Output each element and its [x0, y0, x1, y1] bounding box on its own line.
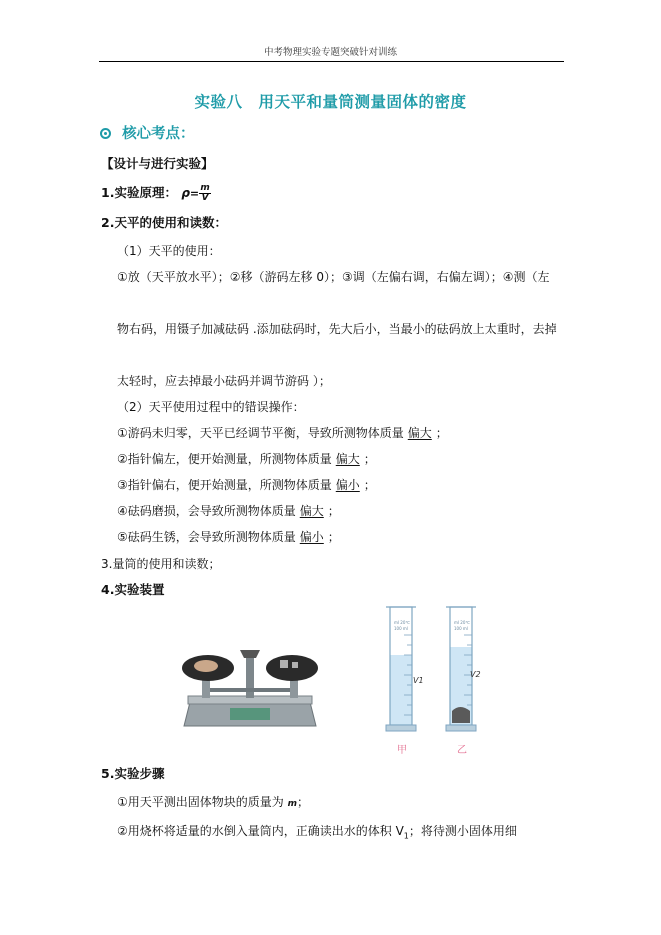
page-header: 中考物理实验专题突破针对训练 — [263, 47, 397, 58]
core-points-label: 核心考点： — [122, 126, 195, 142]
step-2 — [117, 822, 517, 840]
step-2-subscript: 1 — [403, 831, 409, 841]
cylinder-label-yi: 乙 — [457, 745, 467, 756]
principle-line — [101, 183, 211, 203]
cylinder-scale-text: ml 20℃ — [394, 620, 410, 625]
apparatus-heading: 4.实验装置 — [101, 582, 165, 597]
mass-variable: m — [287, 799, 297, 809]
volume-label-v2: V2 — [470, 670, 481, 679]
error-end: ； — [363, 478, 376, 492]
error-text: ②指针偏左，便开始测量，所测物体质量 — [117, 452, 332, 466]
error-item — [117, 450, 376, 467]
answer-blank: 偏小 — [335, 478, 360, 492]
balance-use-line-3: 太轻时，应去掉最小砝码并调节游码 ）； — [117, 374, 331, 388]
design-section-heading: 【设计与进行实验】 — [101, 156, 214, 171]
cylinder-scale-text: ml 20℃ — [454, 620, 470, 625]
answer-blank: 偏大 — [407, 426, 432, 440]
cylinder-max-text: 100 ml — [394, 626, 408, 631]
target-bullet-icon — [100, 128, 111, 139]
core-points-heading — [100, 122, 195, 143]
page-title: 实验八 用天平和量筒测量固体的密度 — [194, 93, 467, 111]
answer-blank: 偏小 — [299, 530, 324, 544]
error-end: ； — [327, 504, 340, 518]
balance-use-heading: （1）天平的使用： — [117, 244, 221, 258]
equals-sign: = — [189, 187, 200, 200]
density-fraction — [199, 184, 211, 203]
cylinder-label-jia: 甲 — [397, 745, 407, 756]
error-item — [117, 476, 376, 493]
errors-heading: （2）天平使用过程中的错误操作： — [117, 400, 305, 414]
error-end: ； — [363, 452, 376, 466]
error-item — [117, 424, 448, 441]
volume-label-v1: V1 — [413, 676, 424, 685]
step-1 — [117, 793, 309, 810]
answer-blank: 偏大 — [299, 504, 324, 518]
steps-heading: 5.实验步骤 — [101, 766, 165, 781]
fraction-numerator: m — [200, 183, 210, 193]
balance-use-line-2: 物右码，用镊子加减砝码 .添加砝码时，先大后小，当最小的砝码放上太重时，去掉 — [117, 322, 557, 336]
balance-scale-image — [180, 640, 320, 732]
header-rule — [99, 61, 564, 62]
error-text: ③指针偏右，便开始测量，所测物体质量 — [117, 478, 332, 492]
error-text: ④砝码磨损，会导致所测物体质量 — [117, 504, 296, 518]
balance-use-line-1: ①放（天平放水平）；②移（游码左移 0）；③调（左偏右调，右偏左调）；④测（左 — [117, 270, 550, 284]
step-1-text: ①用天平测出固体物块的质量为 — [117, 795, 284, 809]
error-end: ； — [435, 426, 448, 440]
error-item — [117, 502, 340, 519]
step-2-text: ②用烧杯将适量的水倒入量筒内，正确读出水的体积 V — [117, 824, 404, 838]
error-text: ⑤砝码生锈，会导致所测物体质量 — [117, 530, 296, 544]
error-text: ①游码未归零，天平已经调节平衡，导致所测物体质量 — [117, 426, 404, 440]
answer-blank: 偏大 — [335, 452, 360, 466]
error-item — [117, 528, 340, 545]
error-end: ； — [327, 530, 340, 544]
principle-label: 1.实验原理： — [101, 185, 177, 200]
balance-heading: 2.天平的使用和读数： — [101, 215, 227, 230]
cylinder-heading: 3.量筒的使用和读数； — [101, 557, 221, 571]
cylinder-max-text: 100 ml — [454, 626, 468, 631]
step-1-end: ； — [296, 795, 309, 809]
step-2-end: ；将待测小固体用细 — [408, 824, 517, 838]
rho-symbol: ρ — [181, 186, 190, 200]
fraction-denominator: V — [201, 193, 209, 203]
